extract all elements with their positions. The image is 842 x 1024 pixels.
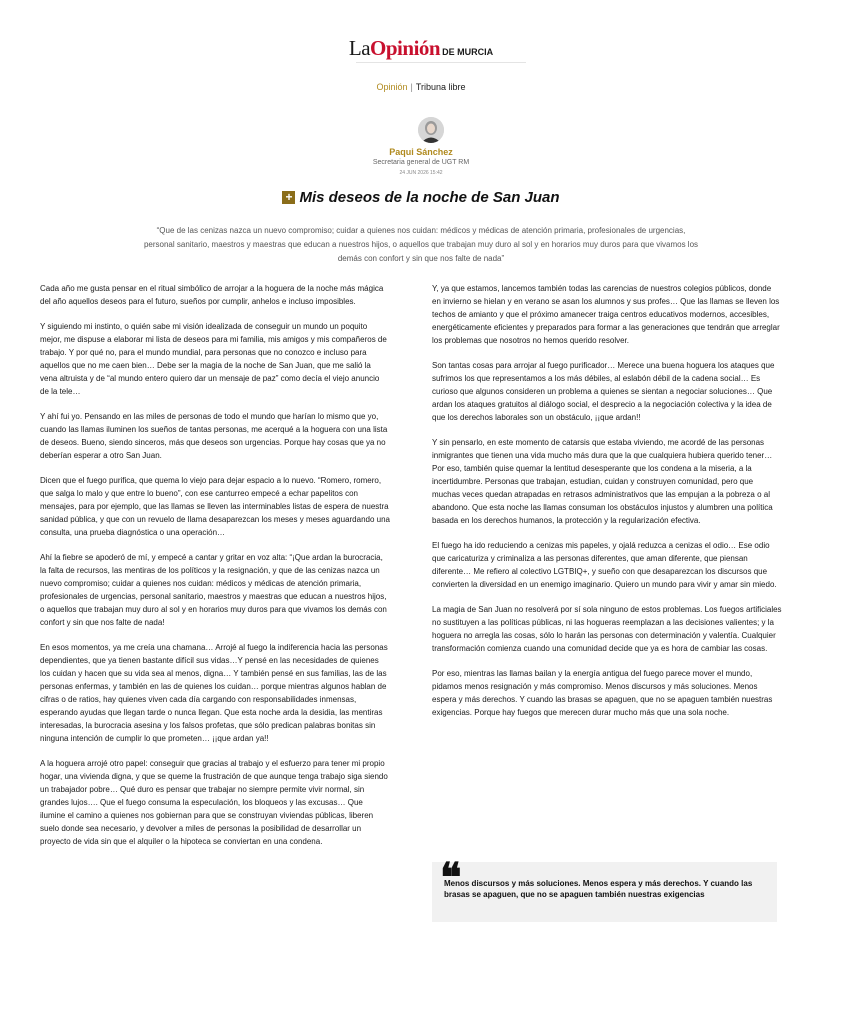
body-paragraph: Y siguiendo mi instinto, o quién sabe mi visión idealizada de conseguir un mundo un poquito mejor, me dispuse a elaborar mi lista de deseos para mi familia, mis amigos y mis compañeros de trabajo. Y por qué no, para el mundo mundial, para personas que no conozco e incluso para aquellos que no me caen bien… Debe ser la magia de la noche de San Juan, que me salió la vena altruista y de “al mundo entero quiero dar un mensaje de paz” como decía el viejo anuncio de la tele… [40, 322, 387, 396]
headline [0, 189, 842, 207]
article-body-left [40, 282, 390, 860]
masthead[interactable] [0, 36, 842, 61]
headline-title: Mis deseos de la noche de San Juan [299, 189, 560, 206]
body-paragraph: Por eso, mientras las llamas bailan y la energía antigua del fuego parece mover el mundo, pidamos menos resignación y más compromiso. Menos discursos y más soluciones. Menos espera y más derechos. Y cuando las brasas se apaguen, que no se apaguen también nuestras exigencias. Porque hay fuegos que merecen durar mucho más que una sola noche. [432, 669, 773, 717]
body-paragraph: Y ahí fui yo. Pensando en las miles de personas de todo el mundo que harían lo mismo que yo, cuando las llamas iluminen los sueños de tantas personas, me acerqué a la hoguera con una lista de deseos. Bueno, siendo sinceros, más que deseos son urgencias. Porque hay cosas que ya no deberían esperar a otro San Juan. [40, 412, 388, 460]
body-paragraph: Dicen que el fuego purifica, que quema lo viejo para dejar espacio a lo nuevo. “Romero, romero, que salga lo malo y que entre lo bueno”, con ese canturreo empecé a echar papelitos con mensajes, para por ejemplo, que las llamas se lleven las interminables listas de espera de nuestra sanidad pública, y que con un revuelo de llama desaparezcan los meses y meses aguardando una consulta, una prueba diagnóstica o una operación… [40, 476, 390, 537]
body-paragraph: Cada año me gusta pensar en el ritual simbólico de arrojar a la hoguera de la noche más mágica del año aquellos deseos para el futuro, sueños por cumplir, anhelos e incluso imposibles. [40, 284, 384, 306]
author-avatar[interactable] [418, 117, 444, 143]
site-logo[interactable] [349, 36, 493, 61]
section-tribuna-link[interactable]: Tribuna libre [415, 82, 466, 92]
logo-opinion: Opinión [370, 36, 441, 60]
body-paragraph: La magia de San Juan no resolverá por sí sola ninguno de estos problemas. Los fuegos artificiales no sustituyen a las políticas públicas, ni las hogueras reemplazan a las decisiones valientes; y la hoguera no arregla las cosas, sólo lo harán las personas con determinación y valentía. Cualquier transformación comienza cuando una comunidad decide que ya es hora de cambiar las cosas. [432, 605, 782, 653]
logo-la: La [348, 36, 371, 60]
masthead-divider [356, 62, 526, 63]
article-body-right [432, 282, 782, 731]
body-paragraph: El fuego ha ido reduciendo a cenizas mis papeles, y ojalá reduzca a cenizas el odio… Ese odio que caricaturiza y criminaliza a las personas diferentes, que aman diferente, que piensan diferente… Me refiero al colectivo LGTBIQ+, y sueño con que desaparezcan los discursos que convierten la diversidad en un enemigo imaginario. Quiero un mundo para vivir y amar sin miedo. [432, 541, 777, 589]
logo-suffix: DE MURCIA [442, 47, 494, 57]
lede-summary: “Que de las cenizas nazca un nuevo compromiso; cuidar a quienes nos cuidan: médicos y médicas de atención primaria, profesionales de urgencias, personal sanitario, maestros y maestras que educan a nuestros hijos, o aquellos que trabajan muy duro al sol y en horarios muy duros para que vivamos los demás con confort y sin que nos falte de nada” [143, 226, 699, 263]
author-name[interactable]: Paqui Sánchez [389, 147, 453, 157]
body-paragraph: Y sin pensarlo, en este momento de catarsis que estaba viviendo, me acordé de las personas inmigrantes que tienen una vida mucho más dura que la que cualquiera hubiera querido tener… Por eso, también quise quemar la lentitud desesperante que los condena a la miseria, a la incertidumbre. Personas que trabajan, estudian, cuidan y construyen comunidad, pero que muchas veces quedan atrapadas en retrasos administrativos que las empujan a la pobreza o al abandono. Que esta noche las llamas consuman los obstáculos injustos y alumbren una política basada en los derechos humanos, la protección y la regularización efectiva. [432, 438, 773, 525]
publish-date: 24 JUN 2026 15:42 [399, 170, 443, 176]
body-paragraph: Y, ya que estamos, lancemos también todas las carencias de nuestros colegios públicos, donde en invierno se hielan y en verano se asan los alumnos y sus profes… Que las llamas se lleven los techos de amianto y que el próximo amanecer traiga centros educativos modernos, accesibles, energéticamente eficientes y preparados para formar a las generaciones que tendrán que arreglar los problemas que nosotros no hemos querido resolver. [432, 284, 780, 345]
section-opinion-link[interactable]: Opinión [376, 82, 408, 92]
section-separator: | [410, 82, 413, 92]
quote-icon: ❝ [440, 854, 462, 901]
body-paragraph: A la hoguera arrojé otro papel: conseguir que gracias al trabajo y el esfuerzo para tener mi propio hogar, una vivienda digna, y que se queme la frustración de que aunque tenga trabajo siga siendo un trabajador pobre… Qué duro es pensar que trabajar no siempre permite vivir normal, sin grandes lujos…. Que el fuego consuma la especulación, los bloqueos y las excusas… Que ilumine el camino a quienes nos gobiernan para que se construyan viviendas públicas, liberen suelo donde sea necesario, y devolver a miles de personas la posibilidad de desarrollar un proyecto de vida sin que el alquiler o la hipoteca se conviertan en una condena. [40, 759, 388, 846]
author-role: Secretaria general de UGT RM [372, 159, 470, 166]
body-paragraph: Ahí la fiebre se apoderó de mí, y empecé a cantar y gritar en voz alta: “¡Que ardan la burocracia, la falta de recursos, las mentiras de los políticos y la resignación, y que de las cenizas nazca un nuevo compromiso; cuidar a quienes nos cuidan: médicos y médicas de atención primaria, profesionales de urgencias, personal sanitario, maestros y maestras que educan a nuestros hijos, o aquellos que trabajan muy duro al sol y en horarios muy duros para que vivamos los demás con confort y sin que nos falte de nada! [40, 553, 387, 627]
pull-quote [432, 854, 777, 922]
pull-quote-text: Menos discursos y más soluciones. Menos espera y más derechos. Y cuando las brasas se apaguen, que no se apaguen también nuestras exigencias [444, 879, 753, 899]
plus-icon[interactable]: + [282, 191, 295, 204]
body-paragraph: En esos momentos, ya me creía una chamana… Arrojé al fuego la indiferencia hacia las personas dependientes, que ya tienen bastante difícil sus vidas…Y pensé en las necesidades de quienes los cuidan y hacen que su vida sea al menos, digna… Y también pensé en sus familias, las de las personas enfermas, y también en las de quienes los cuidan… porque mientras algunos hablan de cifras o de ratios, hay quienes viven cada día cargando con responsabilidades inmensas, esperando ayudas que llegan tarde o nunca llegan. Que esta noche arda la desidia, las mentiras interesadas, la burocracia asesina y los falsos profetas, que sólo predican palabras bonitas sin ninguna intención de cumplir lo que prometen… ¡¡que ardan ya!! [40, 643, 388, 743]
body-paragraph: Son tantas cosas para arrojar al fuego purificador… Merece una buena hoguera los ataques que sufrimos los que representamos a los más débiles, al eslabón débil de la cadena social… Es curioso que algunos consideren un problema a quienes se sientan a negociar soluciones… Que ardan los ataques gratuitos al diálogo social, el desprecio a la negociación colectiva y la idea de que los derechos laborales son un obstáculo, ¡¡que ardan!! [432, 361, 775, 422]
section-breadcrumb [0, 82, 842, 92]
